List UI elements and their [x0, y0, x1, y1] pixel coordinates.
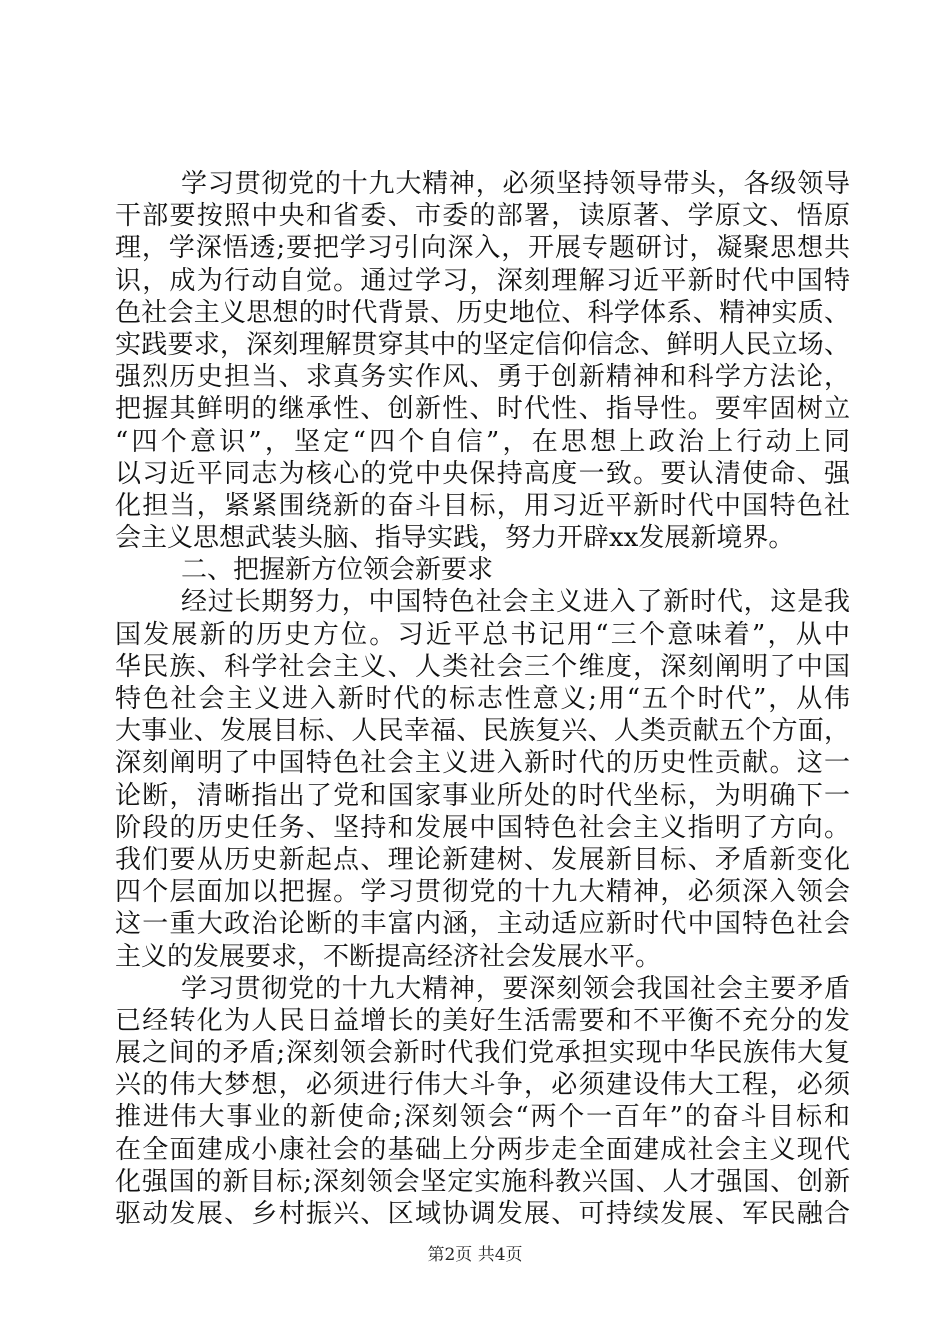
paragraph: [115, 586, 850, 972]
text-line: 把握其鲜明的继承性、创新性、时代性、指导性。要牢固树立: [115, 394, 850, 425]
text-line: 干部要按照中央和省委、市委的部署，读原著、学原文、悟原: [115, 201, 850, 232]
text-line: 展之间的矛盾;深刻领会新时代我们党承担实现中华民族伟大复: [115, 1038, 850, 1069]
text-line: 经过长期努力，中国特色社会主义进入了新时代，这是我: [181, 587, 850, 618]
text-line: 以习近平同志为核心的党中央保持高度一致。要认清使命、强: [115, 458, 850, 489]
text-line: 已经转化为人民日益增长的美好生活需要和不平衡不充分的发: [115, 1005, 850, 1036]
text-line: 化强国的新目标;深刻领会坚定实施科教兴国、人才强国、创新: [115, 1166, 850, 1197]
text-line: 学习贯彻党的十九大精神，要深刻领会我国社会主要矛盾: [181, 973, 850, 1004]
text-line: 兴的伟大梦想，必须进行伟大斗争，必须建设伟大工程，必须: [115, 1070, 850, 1101]
text-line: 深刻阐明了中国特色社会主义进入新时代的历史性贡献。这一: [115, 748, 850, 779]
text-line: 强烈历史担当、求真务实作风、勇于创新精神和科学方法论，: [115, 362, 850, 393]
text-line: 论断，清晰指出了党和国家事业所处的时代坐标，为明确下一: [115, 780, 850, 811]
text-line: 特色社会主义进入新时代的标志性意义;用“五个时代”，从伟: [115, 684, 850, 714]
paragraph: [115, 168, 850, 554]
text-line: 驱动发展、乡村振兴、区域协调发展、可持续发展、军民融合: [115, 1199, 850, 1229]
text-line: 四个层面加以把握。学习贯彻党的十九大精神，必须深入领会: [115, 877, 850, 908]
text-line: 在全面建成小康社会的基础上分两步走全面建成社会主义现代: [115, 1134, 850, 1165]
page-number-indicator: 第2页 共4页: [427, 1245, 523, 1265]
section-heading: 二、把握新方位领会新要求: [181, 555, 494, 586]
text-line: 理，学深悟透;要把学习引向深入，开展专题研讨，凝聚思想共: [115, 233, 850, 264]
text-line: 阶段的历史任务、坚持和发展中国特色社会主义指明了方向。: [115, 812, 850, 843]
text-line: 会主义思想武装头脑、指导实践，努力开辟xx发展新境界。: [115, 523, 795, 554]
text-line: 识，成为行动自觉。通过学习，深刻理解习近平新时代中国特: [115, 265, 850, 296]
text-line: 学习贯彻党的十九大精神，必须坚持领导带头，各级领导: [181, 169, 850, 199]
text-line: 色社会主义思想的时代背景、历史地位、科学体系、精神实质、: [115, 297, 850, 328]
text-line: 大事业、发展目标、人民幸福、民族复兴、人类贡献五个方面，: [115, 716, 850, 747]
text-line: 推进伟大事业的新使命;深刻领会“两个一百年”的奋斗目标和: [115, 1102, 850, 1133]
document-body: [115, 168, 850, 1230]
text-line: 主义的发展要求，不断提高经济社会发展水平。: [115, 941, 662, 972]
text-line: 化担当，紧紧围绕新的奋斗目标，用习近平新时代中国特色社: [115, 490, 850, 521]
text-line: 华民族、科学社会主义、人类社会三个维度，深刻阐明了中国: [115, 651, 850, 682]
text-line: 我们要从历史新起点、理论新建树、发展新目标、矛盾新变化: [115, 844, 850, 875]
paragraph: [115, 973, 850, 1231]
text-line: “四个意识”，坚定“四个自信”，在思想上政治上行动上同: [115, 426, 850, 457]
text-line: 实践要求，深刻理解贯穿其中的坚定信仰信念、鲜明人民立场、: [115, 329, 850, 360]
text-line: 国发展新的历史方位。习近平总书记用“三个意味着”，从中: [115, 619, 850, 650]
text-line: 这一重大政治论断的丰富内涵，主动适应新时代中国特色社会: [115, 909, 850, 940]
